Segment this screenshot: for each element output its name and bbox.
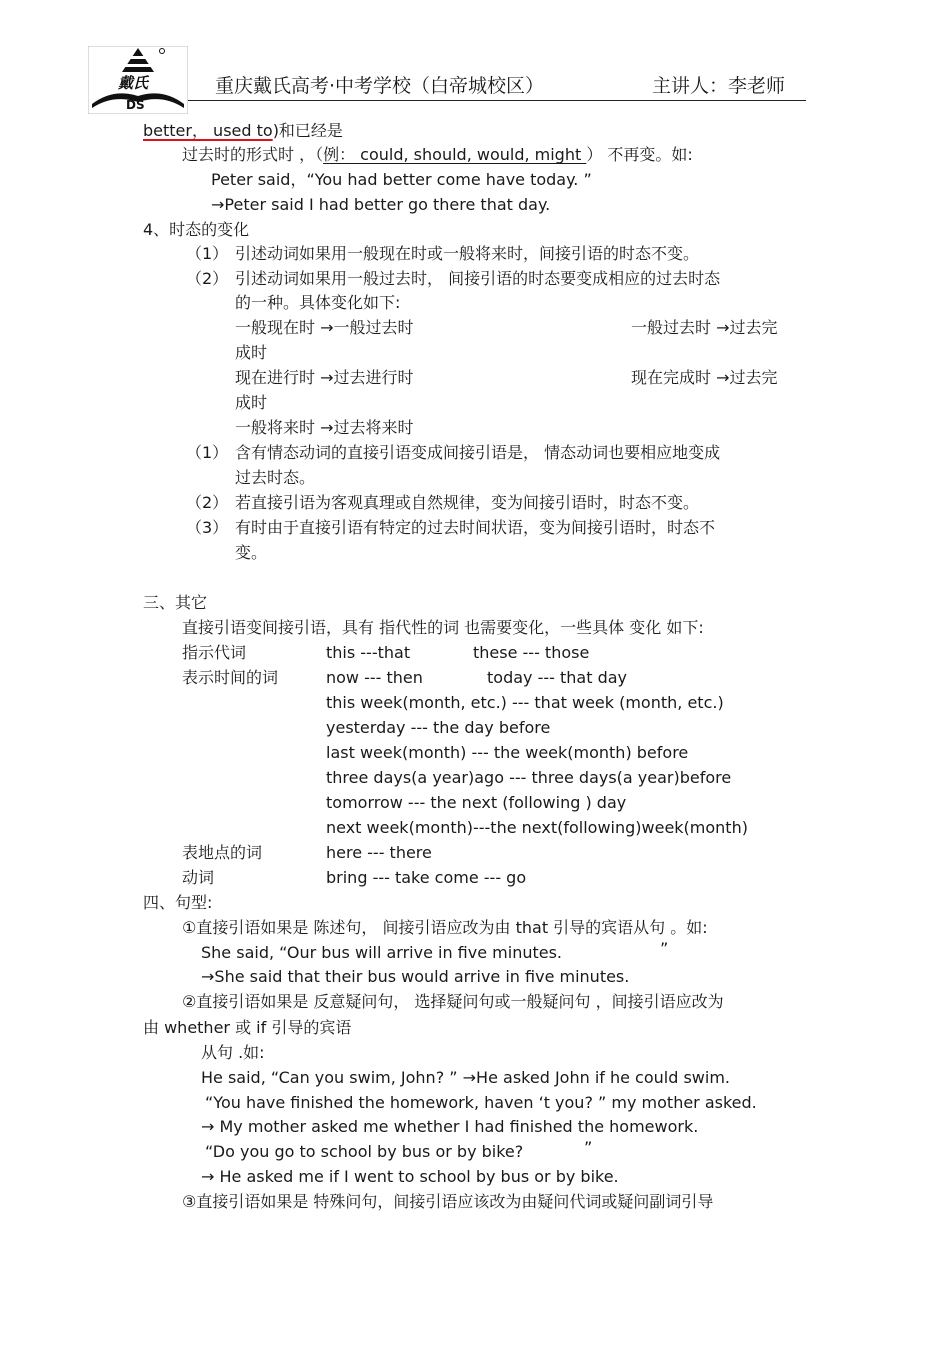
- category-label: 表地点的词: [182, 843, 263, 862]
- pattern-rule: ②直接引语如果是 反意疑问句， 选择疑问句或一般疑问句 ，间接引语应改为: [182, 992, 724, 1011]
- school-logo: [88, 46, 188, 114]
- rule-text: 有时由于直接引语有特定的过去时间状语，变为间接引语时，时态不: [235, 518, 716, 537]
- example-indirect: →Peter said I had better go there that day.: [211, 195, 551, 214]
- word-pair: today --- that day: [487, 668, 627, 687]
- section-heading-tense: 4、时态的变化: [143, 220, 250, 239]
- pattern-rule: ③直接引语如果是 特殊问句，间接引语应该改为由疑问代词或疑问副词引导: [182, 1192, 714, 1211]
- speaker-name: 主讲人：李老师: [652, 75, 786, 97]
- closing-quote: ”: [584, 1138, 593, 1157]
- logo-mark: 戴氏: [118, 74, 149, 92]
- tense-change: 现在完成时 →过去完: [631, 368, 778, 387]
- category-label: 指示代词: [182, 643, 247, 662]
- pattern-example: She said, “Our bus will arrive in five minutes.: [201, 943, 563, 962]
- pattern-example: “You have finished the homework, haven ‘t you? ” my mother asked.: [205, 1093, 757, 1112]
- word-pair: this ---that: [326, 643, 411, 662]
- exception-line-1-rest: )和已经是: [272, 121, 343, 140]
- word-pair: next week(month)---the next(following)week(month): [326, 818, 748, 837]
- word-pair: these --- those: [473, 643, 590, 662]
- pattern-example: → My mother asked me whether I had finished the homework.: [201, 1117, 699, 1136]
- word-pair: now --- then: [326, 668, 423, 687]
- logo-text: DS: [126, 98, 145, 112]
- section-heading-patterns: 四、句型:: [143, 893, 213, 912]
- closing-quote: ”: [660, 939, 669, 958]
- tense-change-wrap: 成时: [235, 343, 268, 362]
- exception-line-2-pre: 过去时的形式时 ，（: [182, 145, 324, 164]
- pattern-example: →She said that their bus would arrive in five minutes.: [201, 967, 630, 986]
- pattern-example: He said, “Can you swim, John? ” →He asked John if he could swim.: [201, 1068, 730, 1087]
- tense-change: 现在进行时 →过去进行时: [235, 368, 414, 387]
- rule-text: 的一种。具体变化如下:: [235, 293, 401, 312]
- underlined-words: better， used to: [143, 121, 273, 140]
- exception-line-2: [182, 144, 693, 166]
- word-pair: this week(month, etc.) --- that week (month, etc.): [326, 693, 724, 712]
- word-pair: last week(month) --- the week(month) before: [326, 743, 689, 762]
- example-direct: Peter said，“You had better come have today. ”: [211, 170, 592, 189]
- tense-change-wrap: 成时: [235, 393, 268, 412]
- exception-line-1: [143, 120, 343, 142]
- rule-number: （1）: [186, 443, 229, 462]
- word-pair: three days(a year)ago --- three days(a year)before: [326, 768, 732, 787]
- rule-number: （2）: [186, 269, 229, 288]
- rule-number: （2）: [186, 493, 229, 512]
- rule-number: （3）: [186, 518, 229, 537]
- rule-text: 变。: [235, 543, 268, 562]
- section-heading-other: 三、其它: [143, 593, 208, 612]
- word-pair: bring --- take come --- go: [326, 868, 527, 887]
- rule-number: （1）: [186, 244, 229, 263]
- pattern-example: “Do you go to school by bus or by bike?: [205, 1142, 524, 1161]
- school-name: 重庆戴氏高考·中考学校（白帝城校区）: [215, 75, 545, 97]
- rule-text: 含有情态动词的直接引语变成间接引语是， 情态动词也要相应地变成: [235, 443, 721, 462]
- tense-change: 一般现在时 →一般过去时: [235, 318, 414, 337]
- word-pair: here --- there: [326, 843, 432, 862]
- header-divider: [188, 100, 806, 101]
- tense-change: 一般将来时 →过去将来时: [235, 418, 414, 437]
- tense-change: 一般过去时 →过去完: [631, 318, 778, 337]
- pattern-example: → He asked me if I went to school by bus or by bike.: [201, 1167, 619, 1186]
- word-pair: tomorrow --- the next (following ) day: [326, 793, 627, 812]
- category-label: 动词: [182, 868, 215, 887]
- rule-text: 引述动词如果用一般过去时， 间接引语的时态要变成相应的过去时态: [235, 269, 721, 288]
- rule-text: 过去时态。: [235, 468, 316, 487]
- exception-line-2-post: ） 不再变。如:: [586, 145, 693, 164]
- pattern-rule: ①直接引语如果是 陈述句， 间接引语应改为由 that 引导的宾语从句 。如:: [182, 918, 708, 937]
- modal-examples: 例： could, should, would, might: [323, 145, 587, 164]
- category-label: 表示时间的词: [182, 668, 279, 687]
- section-intro: 直接引语变间接引语，具有 指代性的词 也需要变化，一些具体 变化 如下:: [182, 618, 704, 637]
- pattern-rule: 从句 .如:: [201, 1043, 265, 1062]
- word-pair: yesterday --- the day before: [326, 718, 551, 737]
- rule-text: 引述动词如果用一般现在时或一般将来时，间接引语的时态不变。: [235, 244, 700, 263]
- pattern-rule: 由 whether 或 if 引导的宾语: [143, 1018, 352, 1037]
- rule-text: 若直接引语为客观真理或自然规律，变为间接引语时，时态不变。: [235, 493, 700, 512]
